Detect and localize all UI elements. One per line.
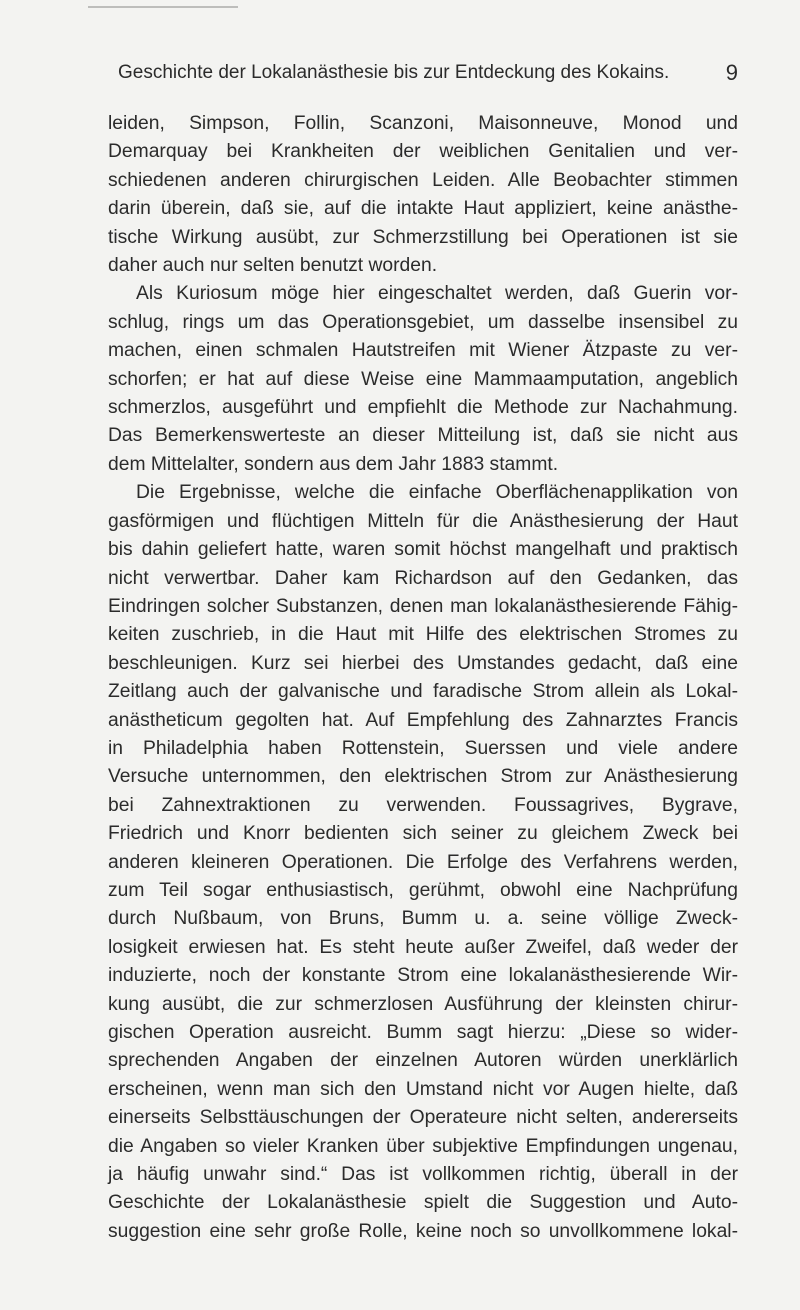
text-line: Demarquay bei Krankheiten der weiblichen Genitalien und ver- <box>108 141 738 163</box>
text-line: keiten zuschrieb, in die Haut mit Hilfe des elektrischen Stromes zu <box>108 624 738 646</box>
text-line: schmerzlos, ausgeführt und empfiehlt die Methode zur Nachahmung. <box>108 397 738 419</box>
text-line: anderen kleineren Operationen. Die Erfolge des Verfahrens werden, <box>108 851 738 873</box>
text-line: Zeitlang auch der galvanische und faradische Strom allein als Lokal- <box>108 681 738 703</box>
body-text <box>108 110 738 1246</box>
text-line: Die Ergebnisse, welche die einfache Oberflächenapplikation von <box>136 482 738 504</box>
text-line: Friedrich und Knorr bedienten sich seiner zu gleichem Zweck bei <box>108 823 738 845</box>
text-line: induzierte, noch der konstante Strom eine lokalanästhesierende Wir- <box>108 965 738 987</box>
paragraph <box>108 479 738 1246</box>
text-line: schorfen; er hat auf diese Weise eine Mammaamputation, angeblich <box>108 368 738 390</box>
text-line: suggestion eine sehr große Rolle, keine noch so unvollkommene lokal- <box>108 1220 738 1242</box>
page-number: 9 <box>725 60 738 85</box>
text-line: leiden, Simpson, Follin, Scanzoni, Maisonneuve, Monod und <box>108 113 738 134</box>
text-line: dem Mittelalter, sondern aus dem Jahr 1883 stammt. <box>108 453 559 475</box>
text-line: bis dahin geliefert hatte, waren somit höchst mangelhaft und praktisch <box>108 539 738 561</box>
text-line: erscheinen, wenn man sich den Umstand nicht vor Augen hielte, daß <box>108 1078 738 1100</box>
text-line: einerseits Selbsttäuschungen der Operateure nicht selten, andererseits <box>108 1107 738 1129</box>
running-title: Geschichte der Lokalanästhesie bis zur Entdeckung des Kokains. <box>118 62 670 83</box>
paragraph <box>108 110 738 280</box>
text-line: ja häufig unwahr sind.“ Das ist vollkommen richtig, überall in der <box>108 1164 738 1186</box>
text-line: anästheticum gegolten hat. Auf Empfehlung des Zahnarztes Francis <box>108 709 738 731</box>
text-line: darin überein, daß sie, auf die intakte Haut appliziert, keine anästhe- <box>108 198 738 220</box>
text-line: bei Zahnextraktionen zu verwenden. Foussagrives, Bygrave, <box>108 794 738 816</box>
text-line: gischen Operation ausreicht. Bumm sagt hierzu: „Diese so wider- <box>108 1022 738 1043</box>
paragraph <box>108 280 738 479</box>
text-line: Das Bemerkenswerteste an dieser Mitteilung ist, daß sie nicht aus <box>108 425 738 447</box>
text-line: gasförmigen und flüchtigen Mitteln für die Anästhesierung der Haut <box>108 510 738 532</box>
text-line: in Philadelphia haben Rottenstein, Suerssen und viele andere <box>108 737 738 759</box>
text-line: Eindringen solcher Substanzen, denen man lokalanästhesierende Fähig- <box>108 595 738 617</box>
text-line: tische Wirkung ausübt, zur Schmerzstillung bei Operationen ist sie <box>108 226 738 248</box>
text-line: Geschichte der Lokalanästhesie spielt die Suggestion und Auto- <box>108 1192 738 1214</box>
text-line: zum Teil sogar enthusiastisch, gerühmt, obwohl eine Nachprüfung <box>108 879 738 901</box>
text-line: machen, einen schmalen Hautstreifen mit Wiener Ätzpaste zu ver- <box>108 340 738 362</box>
text-line: schiedenen anderen chirurgischen Leiden. Alle Beobachter stimmen <box>108 169 738 191</box>
text-line: daher auch nur selten benutzt worden. <box>108 255 438 277</box>
top-rule <box>88 6 238 8</box>
text-line: losigkeit erwiesen hat. Es steht heute außer Zweifel, daß weder der <box>108 936 738 958</box>
text-line: durch Nußbaum, von Bruns, Bumm u. a. seine völlige Zweck- <box>108 908 738 930</box>
text-line: Versuche unternommen, den elektrischen Strom zur Anästhesierung <box>108 766 738 788</box>
text-line: sprechenden Angaben der einzelnen Autoren würden unerklärlich <box>108 1050 738 1072</box>
text-line: kung ausübt, die zur schmerzlosen Ausführung der kleinsten chirur- <box>108 993 738 1015</box>
text-line: nicht verwertbar. Daher kam Richardson auf den Gedanken, das <box>108 567 738 589</box>
text-line: beschleunigen. Kurz sei hierbei des Umstandes gedacht, daß eine <box>108 652 738 674</box>
text-line: schlug, rings um das Operationsgebiet, um dasselbe insensibel zu <box>108 311 738 333</box>
text-line: die Angaben so vieler Kranken über subjektive Empfindungen ungenau, <box>108 1135 738 1157</box>
text-line: Als Kuriosum möge hier eingeschaltet werden, daß Guerin vor- <box>136 283 738 305</box>
